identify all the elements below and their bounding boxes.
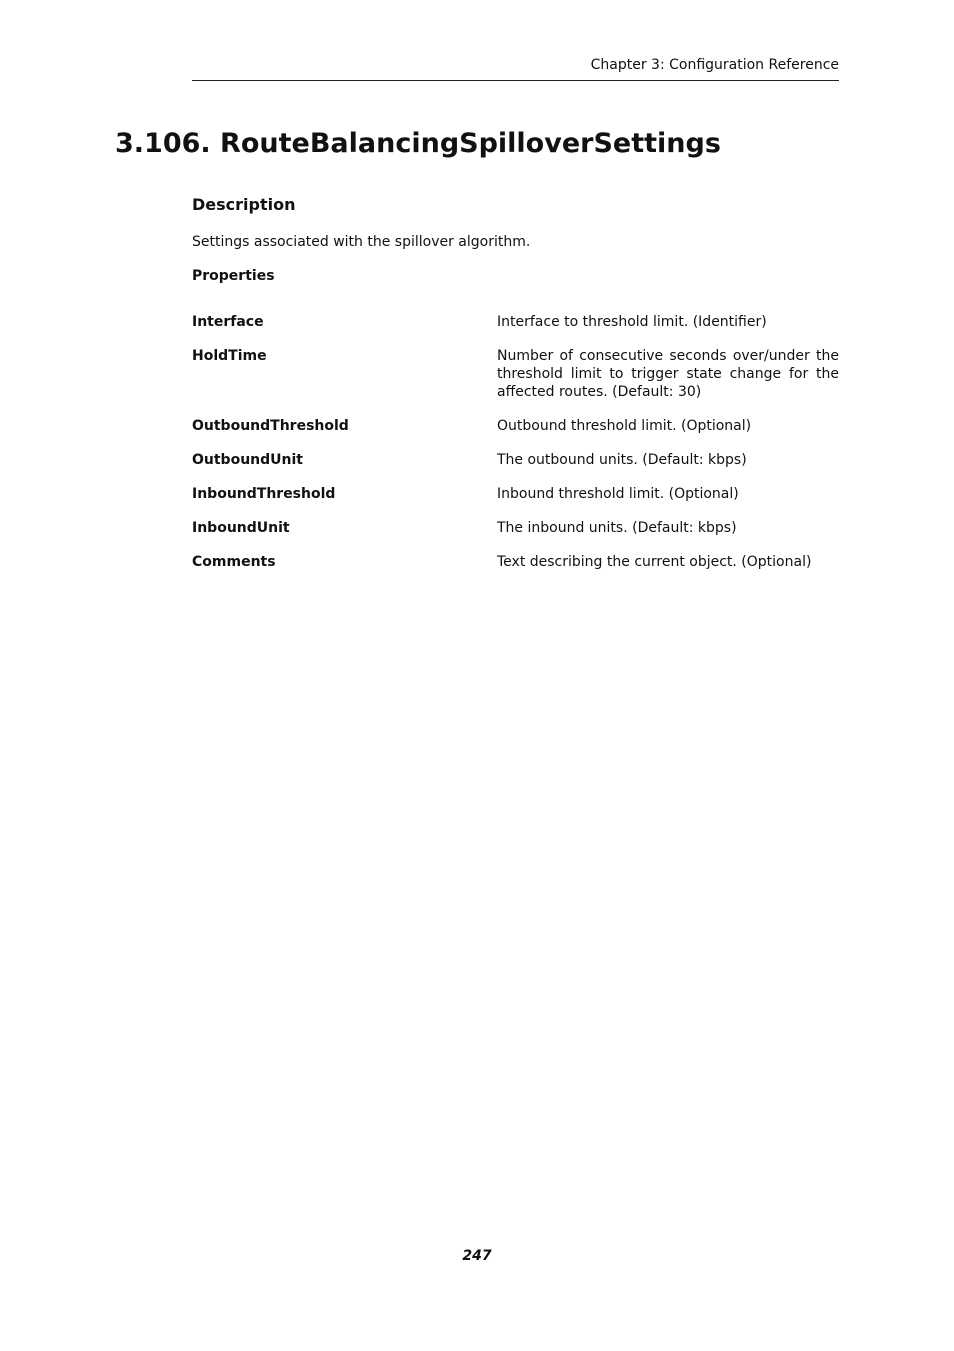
section-title: 3.106. RouteBalancingSpilloverSettings [115, 128, 721, 159]
property-description: Inbound threshold limit. (Optional) [497, 486, 739, 502]
property-description: Number of consecutive seconds over/under the threshold limit to trigger state change for the affected routes. (Default: 30) [497, 348, 839, 400]
property-name: Interface [192, 314, 264, 330]
property-row-interface [192, 313, 839, 331]
property-name: InboundUnit [192, 520, 290, 536]
property-row-holdtime [192, 347, 839, 401]
property-description: The inbound units. (Default: kbps) [497, 520, 737, 536]
property-row-comments [192, 553, 839, 571]
property-description: Outbound threshold limit. (Optional) [497, 418, 752, 434]
property-name: OutboundThreshold [192, 418, 349, 434]
properties-heading: Properties [192, 268, 275, 284]
properties-list [192, 313, 839, 587]
property-description: The outbound units. (Default: kbps) [497, 452, 747, 468]
property-name: HoldTime [192, 348, 267, 364]
property-row-outboundthreshold [192, 417, 839, 435]
property-row-outboundunit [192, 451, 839, 469]
property-name: OutboundUnit [192, 452, 303, 468]
property-description: Interface to threshold limit. (Identifier) [497, 314, 767, 330]
property-row-inboundunit [192, 519, 839, 537]
property-name: Comments [192, 554, 276, 570]
description-text: Settings associated with the spillover algorithm. [192, 234, 531, 250]
property-name: InboundThreshold [192, 486, 336, 502]
property-description: Text describing the current object. (Optional) [497, 554, 812, 570]
page-number: 247 [462, 1248, 492, 1264]
description-heading: Description [192, 195, 296, 214]
running-header: Chapter 3: Configuration Reference [192, 55, 839, 81]
property-row-inboundthreshold [192, 485, 839, 503]
